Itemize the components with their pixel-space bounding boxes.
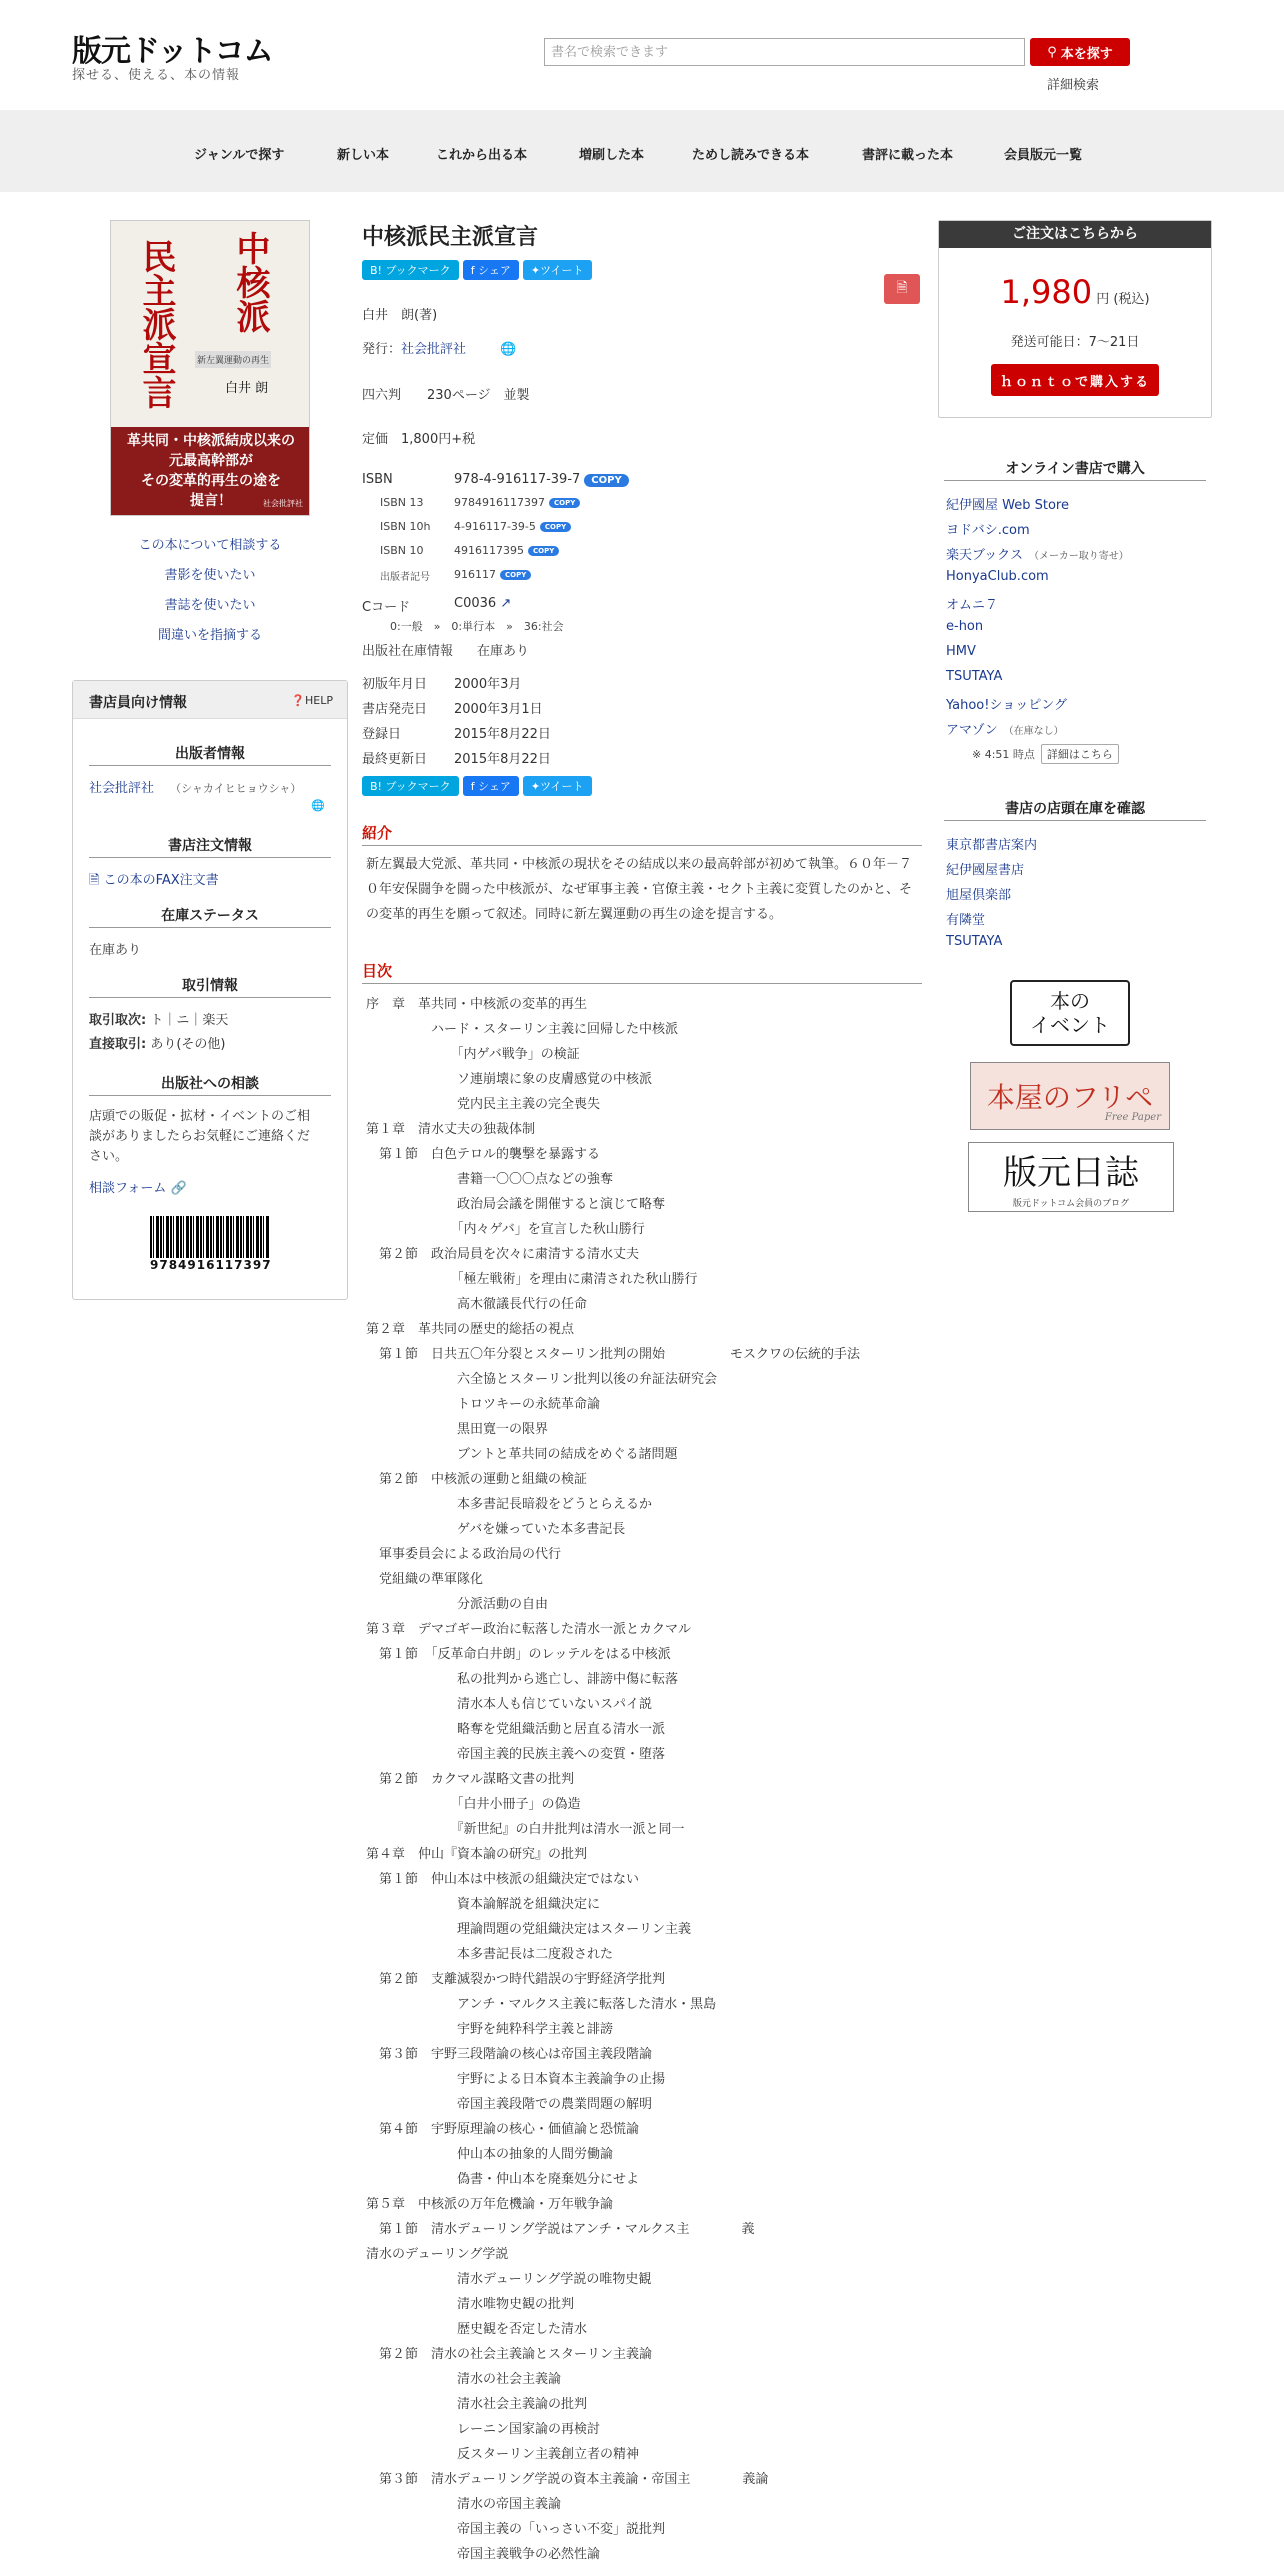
consult-book-link[interactable]: この本について相談する — [138, 538, 282, 553]
report-error-link[interactable]: 間違いを指摘する — [157, 628, 262, 643]
toc-line: 第２節 中核派の運動と組織の検証 — [366, 1472, 588, 1487]
isbn13-row — [454, 496, 580, 509]
pdf-download-button[interactable] — [884, 274, 920, 304]
store-stock-heading: 書店の店頭在庫を確認 — [944, 798, 1206, 821]
updated-date-label: 最終更新日 — [362, 752, 428, 767]
facebook-share-button[interactable]: f シェア — [463, 776, 519, 796]
online-store-name: オムニ７ — [946, 598, 999, 613]
fax-order-label: この本のFAX注文書 — [103, 873, 219, 888]
share-buttons-bottom — [362, 776, 592, 796]
advanced-search-link[interactable]: 詳細検索 — [1047, 78, 1100, 93]
isbn13-value: 9784916117397 — [454, 496, 545, 509]
cover-obi-line: 革共同・中核派結成以来の — [127, 433, 295, 449]
online-store-link[interactable] — [946, 594, 998, 613]
search-icon: ⚲ — [1047, 44, 1057, 60]
toc-line: 「内ゲバ戦争」の検証 — [366, 1047, 580, 1062]
facebook-share-button[interactable]: f シェア — [463, 260, 519, 280]
cover-title-left: 民主派宣言 — [136, 239, 176, 409]
publisher-website-icon[interactable]: 🌐 — [311, 799, 325, 812]
publisher-info — [89, 777, 301, 796]
toc-line: ハード・スターリン主義に回帰した中核派 — [366, 1022, 679, 1037]
isbn10-value: 4916117395 — [454, 544, 524, 557]
physical-store-link[interactable]: 紀伊國屋書店 — [946, 863, 1025, 878]
publisher-kana: （シャカイヒヒョウシャ） — [170, 782, 302, 795]
isbn-row — [454, 472, 629, 487]
first-edition-label: 初版年月日 — [362, 677, 428, 692]
toc-line: 党内民主主義の完全喪失 — [366, 1097, 601, 1112]
toc-line: ゲバを嫌っていた本多書記長 — [366, 1522, 626, 1537]
online-store-link[interactable] — [946, 644, 976, 659]
isbn13-label: ISBN 13 — [380, 496, 424, 509]
intro-text: 新左翼最大党派、革共同・中核派の現状をその結成以来の最高幹部が初めて執筆。６０年－７０年安保闘争を闘った中核派が、なぜ軍事主義・官僚主義・セクト主義に変質したのかと、その変革的再生を願って叙述。同時に新左翼運動の再生の途を提言する。 — [366, 857, 913, 922]
nav-preview-books[interactable]: ためし読みできる本 — [692, 148, 810, 163]
hatena-bookmark-button[interactable]: B! ブックマーク — [362, 260, 459, 280]
online-store-link[interactable] — [946, 719, 1064, 738]
toc-line: 本多書記長は二度殺された — [366, 1947, 614, 1962]
fax-order-link[interactable] — [89, 869, 219, 893]
isbn-value: 978-4-916117-39-7 — [454, 472, 581, 487]
bookstore-info-title: 書店員向け情報 — [89, 695, 187, 711]
copy-isbn10h-button[interactable]: COPY — [540, 522, 571, 532]
toc-line: 略奪を党組織活動と居直る清水一派 — [366, 1722, 666, 1737]
availability-time: ※ 4:51 時点 — [972, 748, 1035, 761]
globe-icon[interactable]: 🌐 — [500, 342, 517, 357]
author-link[interactable]: 白井 朗(著) — [362, 308, 438, 323]
toc-line: 清水本人も信じていないスパイ説 — [366, 1697, 653, 1712]
toc-line: 第２節 清水の社会主義論とスターリン主義論 — [366, 2347, 653, 2362]
book-list-price: 定価 1,800円+税 — [362, 432, 476, 447]
direct-trade-value: あり(その他) — [150, 1037, 226, 1052]
trade-info-heading: 取引情報 — [89, 975, 331, 998]
pdf-icon: 🗎 — [896, 280, 908, 296]
free-paper-subtitle: Free Paper — [1104, 1112, 1161, 1123]
toc-line: 第１章 清水丈夫の独裁体制 — [366, 1122, 536, 1137]
tweet-button[interactable] — [523, 260, 592, 280]
toc-line: 帝国主義の「いっさい不変」説批判 — [366, 2522, 666, 2537]
site-tagline: 探せる、使える、本の情報 — [72, 68, 241, 83]
twitter-icon: ✦ — [530, 263, 541, 277]
physical-store-link[interactable]: 有隣堂 — [946, 913, 986, 928]
publisher-code-value: 916117 — [454, 568, 496, 581]
online-store-note: （メーカー取り寄せ） — [1028, 551, 1129, 562]
isbn10h-label: ISBN 10h — [380, 520, 431, 533]
isbn10-row — [454, 544, 559, 557]
toc-line: 清水の社会主義論 — [366, 2372, 562, 2387]
toc-line: ソ連崩壊に象の皮膚感覚の中核派 — [366, 1072, 653, 1087]
online-store-link[interactable] — [946, 619, 983, 634]
toc-line: 清水のデューリング学説 — [366, 2247, 509, 2262]
search-button[interactable] — [1030, 38, 1130, 66]
order-info-heading: 書店注文情報 — [89, 835, 331, 858]
toc-line: 「内々ゲバ」を宣言した秋山勝行 — [366, 1222, 645, 1237]
toc-line: 第３節 清水デューリング学説の資本主義論・帝国主 義論 — [366, 2472, 769, 2487]
barcode-number: 9784916117397 — [150, 1258, 272, 1272]
toc-line: 黒田寛一の限界 — [366, 1422, 549, 1437]
toc-line: 仲山本の抽象的人間労働論 — [366, 2147, 614, 2162]
online-store-link[interactable] — [946, 544, 1129, 563]
availability-detail-button[interactable]: 詳細はこちら — [1041, 744, 1119, 764]
publisher-diary-banner[interactable] — [968, 1142, 1174, 1212]
toc-line: アンチ・マルクス主義に転落した清水・黒島 — [366, 1997, 717, 2012]
site-logo[interactable]: 版元ドットコム — [72, 34, 273, 69]
toc-line: トロツキーの永続革命論 — [366, 1397, 601, 1412]
online-store-link[interactable] — [946, 519, 1030, 538]
intro-heading: 紹介 — [362, 822, 922, 846]
toc-line: 軍事委員会による政治局の代行 — [366, 1547, 562, 1562]
toc-line: 政治局会議を開催すると演じて略奪 — [366, 1197, 666, 1212]
toc-line: 序 章 革共同・中核派の変革的再生 — [366, 997, 588, 1012]
toc-line: 帝国主義的民族主義への変質・堕落 — [366, 1747, 666, 1762]
toc-line: 第３章 デマゴギー政治に転落した清水一派とカクマル — [366, 1622, 692, 1637]
book-publisher-link[interactable]: 社会批評社 — [401, 342, 467, 357]
use-cover-image-link[interactable]: 書影を使いたい — [164, 568, 256, 583]
table-of-contents — [366, 992, 926, 2567]
bookstore-info-box — [72, 680, 348, 1300]
honto-buy-button[interactable]: ｈｏｎｔｏで購入する — [991, 364, 1159, 396]
toc-heading: 目次 — [362, 960, 922, 984]
publisher-stock-label: 出版社在庫情報 — [362, 644, 454, 659]
toc-line: 分派活動の自由 — [366, 1597, 549, 1612]
online-store-name: 楽天ブックス — [946, 548, 1023, 563]
bookstore-info-header — [73, 681, 347, 719]
cover-top-panel — [111, 221, 310, 427]
toc-line: 書籍一〇〇〇点などの強奪 — [366, 1172, 614, 1187]
publisher-row — [362, 338, 516, 357]
isbn10h-value: 4-916117-39-5 — [454, 520, 536, 533]
trade-agent-row — [89, 1009, 228, 1028]
toc-line: 清水社会主義論の批判 — [366, 2397, 588, 2412]
online-store-name: HMV — [946, 644, 976, 659]
registered-date-value: 2015年8月22日 — [454, 727, 551, 742]
toc-line: 理論問題の党組織決定はスターリン主義 — [366, 1922, 692, 1937]
shipping-date: 発送可能日：7～21日 — [1010, 335, 1140, 350]
event-banner-line: イベント — [1030, 1013, 1110, 1037]
toc-line: 宇野を純粋科学主義と誹謗 — [366, 2022, 614, 2037]
use-bibliography-link[interactable]: 書誌を使いたい — [164, 598, 256, 613]
publisher-consult-text — [89, 1107, 310, 1167]
order-price — [939, 273, 1211, 311]
trade-agent-value: ト｜ニ｜楽天 — [150, 1013, 229, 1028]
toc-line: 清水デューリング学説の唯物史観 — [366, 2272, 652, 2287]
toc-line: 高木徹議長代行の任命 — [366, 1297, 588, 1312]
ccode-detail: 0:一般 » 0:単行本 » 36:社会 — [390, 620, 564, 633]
nav-new-books[interactable]: 新しい本 — [337, 148, 390, 163]
ccode-label: Cコード — [362, 600, 411, 615]
toc-line: 第２節 カクマル謀略文書の批判 — [366, 1772, 575, 1787]
consult-text-line: 店頭での販促・拡材・イベントのご相 — [89, 1109, 311, 1124]
physical-store-link[interactable]: 旭屋倶楽部 — [946, 888, 1012, 903]
diary-title: 版元日誌 — [1003, 1153, 1139, 1193]
online-store-name: Yahoo!ショッピング — [946, 698, 1067, 713]
nav-upcoming-books[interactable]: これから出る本 — [436, 148, 528, 163]
copy-publisher-code-button[interactable]: COPY — [500, 570, 531, 580]
toc-line: 六全協とスターリン批判以後の弁証法研究会 — [366, 1372, 718, 1387]
toc-line: 第４章 仲山『資本論の研究』の批判 — [366, 1847, 588, 1862]
online-store-link[interactable] — [946, 569, 1049, 584]
toc-line: 『新世紀』の白井批判は清水一派と同一 — [366, 1822, 685, 1837]
help-link[interactable] — [291, 694, 333, 707]
online-store-name: ヨドバシ.com — [946, 523, 1030, 538]
publisher-info-heading: 出版者情報 — [89, 743, 331, 766]
online-store-link[interactable] — [946, 669, 1002, 684]
toc-line: 資本論解説を組織決定に — [366, 1897, 601, 1912]
physical-store-link[interactable]: TSUTAYA — [946, 934, 1003, 949]
ccode-row — [454, 596, 511, 611]
direct-trade-label: 直接取引: — [89, 1037, 147, 1052]
online-store-name: HonyaClub.com — [946, 569, 1049, 584]
ccode-value: C0036 — [454, 596, 497, 611]
search-input[interactable] — [544, 38, 1025, 66]
toc-line: 第１節 日共五〇年分裂とスターリン批判の開始 モスクワの伝統的手法 — [366, 1347, 861, 1362]
publisher-code-label: 出版者記号 — [380, 572, 430, 583]
consult-form-link[interactable] — [89, 1177, 187, 1196]
stock-status-heading: 在庫ステータス — [89, 905, 331, 928]
publisher-label: 発行： — [362, 342, 402, 357]
document-icon: 🗎 — [89, 873, 100, 888]
cover-subtitle: 新左翼運動の再生 — [195, 351, 271, 368]
toc-line: 帝国主義戦争の必然性論 — [366, 2547, 601, 2562]
cover-author: 白井 朗 — [225, 381, 269, 396]
nav-member-publishers[interactable]: 会員版元一覧 — [1004, 148, 1083, 163]
toc-line: 党組織の準軍隊化 — [366, 1572, 484, 1587]
cover-obi-line: 元最高幹部が — [169, 453, 253, 469]
release-date-label: 書店発売日 — [362, 702, 428, 717]
toc-line: 「白井小冊子」の偽造 — [366, 1797, 581, 1812]
online-store-name: e-hon — [946, 619, 984, 634]
physical-store-link[interactable]: 東京都書店案内 — [946, 838, 1038, 853]
stock-status-value: 在庫あり — [89, 943, 142, 958]
toc-line: 本多書記長暗殺をどうとらえるか — [366, 1497, 653, 1512]
toc-line: レーニン国家論の再検討 — [366, 2422, 601, 2437]
toc-line: 反スターリン主義創立者の精神 — [366, 2447, 640, 2462]
publisher-code-row — [454, 568, 531, 581]
copy-isbn-button[interactable]: COPY — [584, 474, 628, 487]
isbn-label: ISBN — [362, 472, 393, 487]
price-value: 1,980 — [1000, 273, 1093, 311]
toc-line: 歴史観を否定した清水 — [366, 2322, 588, 2337]
consult-text-line: 談がありましたらお気軽にご連絡くだ — [89, 1129, 311, 1144]
online-store-note: （在庫なし） — [1003, 726, 1064, 737]
availability-time-row — [972, 744, 1119, 764]
nav-reviewed-books[interactable]: 書評に載った本 — [862, 148, 954, 163]
direct-trade-row — [89, 1033, 226, 1052]
toc-line: 清水唯物史観の批判 — [366, 2297, 575, 2312]
event-banner-line: 本の — [1050, 989, 1090, 1013]
free-paper-banner[interactable] — [970, 1062, 1170, 1130]
external-link-icon[interactable]: ↗ — [500, 596, 512, 611]
price-unit: 円 (税込) — [1096, 292, 1150, 307]
order-heading: ご注文はこちらから — [939, 221, 1211, 248]
toc-line: 第２節 支離滅裂かつ時代錯誤の宇野経済学批判 — [366, 1972, 666, 1987]
toc-line: 第１節 仲山本は中核派の組織決定ではない — [366, 1872, 640, 1887]
hatena-bookmark-button[interactable]: B! ブックマーク — [362, 776, 459, 796]
online-stores-heading: オンライン書店で購入 — [944, 458, 1206, 481]
publisher-name-link[interactable]: 社会批評社 — [89, 781, 155, 796]
online-store-name: TSUTAYA — [946, 669, 1003, 684]
toc-line: 清水の帝国主義論 — [366, 2497, 562, 2512]
tweet-label: ツイート — [540, 780, 584, 793]
isbn10h-row — [454, 520, 571, 533]
copy-isbn10-button[interactable]: COPY — [528, 546, 559, 556]
online-store-link[interactable] — [946, 494, 1069, 513]
isbn-barcode — [150, 1216, 270, 1258]
free-paper-title: 本屋のフリペ — [986, 1081, 1154, 1114]
online-store-name: 紀伊國屋 Web Store — [946, 498, 1069, 513]
cover-publisher: 社会批評社 — [263, 499, 303, 508]
search-button-label: 本を探す — [1060, 46, 1113, 62]
nav-reprinted-books[interactable]: 増刷した本 — [579, 148, 645, 163]
toc-line: 第１節 白色テロル的襲撃を暴露する — [366, 1147, 601, 1162]
toc-line: 第２節 政治局員を次々に粛清する清水丈夫 — [366, 1247, 640, 1262]
online-store-link[interactable] — [946, 694, 1067, 713]
tweet-label: ツイート — [540, 264, 584, 277]
help-label: HELP — [305, 694, 333, 707]
tweet-button[interactable] — [523, 776, 592, 796]
publisher-consult-heading: 出版社への相談 — [89, 1073, 331, 1096]
registered-date-label: 登録日 — [362, 727, 402, 742]
book-cover-image[interactable] — [110, 220, 310, 516]
toc-line: 「極左戦術」を理由に粛清された秋山勝行 — [366, 1272, 698, 1287]
consult-text-line: さい。 — [89, 1149, 129, 1164]
main-nav — [0, 110, 1284, 192]
cover-obi-line: 提言！ — [190, 493, 232, 509]
book-format: 四六判 230ページ 並製 — [362, 388, 530, 403]
first-edition-value: 2000年3月 — [454, 677, 522, 692]
publisher-stock-value: 在庫あり — [477, 644, 530, 659]
twitter-icon: ✦ — [530, 779, 541, 793]
toc-line: 私の批判から逃亡し、誹謗中傷に転落 — [366, 1672, 679, 1687]
cover-obi-line: その変革的再生の途を — [141, 473, 281, 489]
share-buttons-top — [362, 260, 592, 280]
updated-date-value: 2015年8月22日 — [454, 752, 551, 767]
order-box — [938, 220, 1212, 418]
cover-title-right: 中核派 — [230, 231, 270, 333]
toc-line: 第４節 宇野原理論の核心・価値論と恐慌論 — [366, 2122, 640, 2137]
toc-line: ブントと革共同の結成をめぐる諸問題 — [366, 1447, 678, 1462]
toc-line: 偽書・仲山本を廃棄処分にせよ — [366, 2172, 640, 2187]
isbn10-label: ISBN 10 — [380, 544, 424, 557]
help-icon: ❓ — [291, 694, 306, 707]
nav-genre[interactable]: ジャンルで探す — [194, 148, 285, 163]
trade-agent-label: 取引取次: — [89, 1013, 147, 1028]
copy-isbn13-button[interactable]: COPY — [549, 498, 580, 508]
toc-line: 第１節 「反革命白井朗」のレッテルをはる中核派 — [366, 1647, 671, 1662]
toc-line: 宇野による日本資本主義論争の止揚 — [366, 2072, 666, 2087]
toc-line: 帝国主義段階での農業問題の解明 — [366, 2097, 653, 2112]
consult-form-label: 相談フォーム — [89, 1181, 167, 1196]
toc-line: 第３節 宇野三段階論の核心は帝国主義段階論 — [366, 2047, 653, 2062]
link-icon: 🔗 — [170, 1181, 187, 1196]
release-date-value: 2000年3月1日 — [454, 702, 543, 717]
book-event-banner[interactable] — [1010, 980, 1130, 1046]
online-store-name: アマゾン — [946, 723, 998, 738]
diary-subtitle: 版元ドットコム会員のブログ — [1012, 1199, 1130, 1209]
book-title: 中核派民主派宣言 — [362, 225, 539, 250]
stock-row — [362, 640, 529, 659]
toc-line: 第５章 中核派の万年危機論・万年戦争論 — [366, 2197, 614, 2212]
toc-line: 第１節 清水デューリング学説はアンチ・マルクス主 義 — [366, 2222, 755, 2237]
toc-line: 第２章 革共同の歴史的総括の視点 — [366, 1322, 575, 1337]
